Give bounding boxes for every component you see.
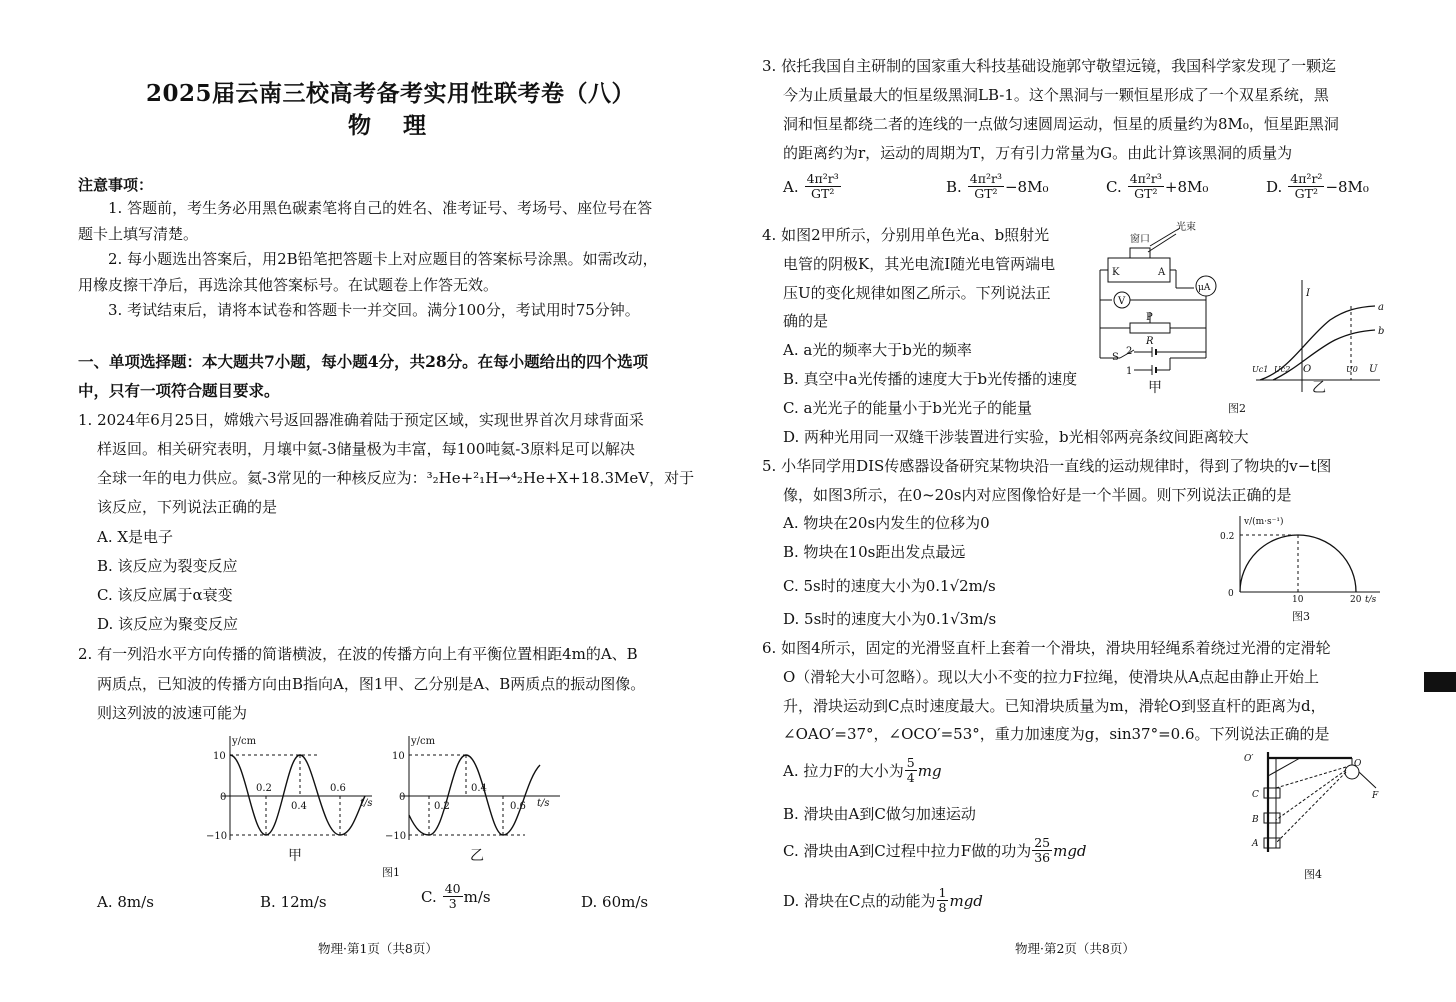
q2-option-c-unit: m/s [463, 887, 491, 906]
q6-line4: ∠OAO′=37°，∠OCO′=53°，重力加速度为g，sin37°=0.6。下列说法正确的是 [783, 725, 1330, 743]
q6-line3: 升，滑块运动到C点时速度最大。已知滑块质量为m，滑轮O到竖直杆的距离为d， [783, 697, 1326, 715]
q2-option-b: B. 12m/s [260, 893, 327, 911]
q2-option-c-denominator: 3 [448, 896, 457, 911]
fig3-ylabel: v/(m·s⁻¹) [1244, 517, 1284, 527]
fig2-n2-label: 2 [1126, 346, 1133, 357]
q3-option-b-fraction [968, 172, 1004, 201]
page-title: 2025届云南三校高考备考实用性联考卷（八） [146, 80, 636, 107]
fig2-u-axis: U [1369, 364, 1378, 375]
q6-option-a-fraction [905, 756, 917, 785]
fig1-right-yzero: 0 [399, 792, 406, 803]
notice-item3: 3. 考试结束后，请将本试卷和答题卡一并交回。满分100分，考试用时75分钟。 [108, 301, 640, 319]
q3-option-a-numerator: 4π²r³ [806, 171, 839, 186]
fig1-left-ybottom: −10 [206, 831, 228, 842]
fig2-ammeter-label: μA [1198, 283, 1211, 293]
q3-option-d-fraction [1288, 172, 1324, 201]
q6-option-a-denominator: 4 [906, 770, 915, 785]
footer-right: 物理·第2页（共8页） [1015, 941, 1135, 956]
q6-option-d [783, 886, 983, 915]
fig1-right-tick-1: 0.2 [434, 801, 450, 812]
q1-line1: 1. 2024年6月25日，嫦娥六号返回器准确着陆于预定区域，实现世界首次月球背面采 [78, 411, 644, 429]
q2-option-c-numerator: 40 [444, 881, 461, 896]
q3-option-d-denominator: GT² [1294, 186, 1319, 201]
q3-option-c [1106, 172, 1208, 201]
q6-line2: O（滑轮大小可忽略）。现以大小不变的拉力F拉绳，使滑块从A点起由静止开始上 [783, 668, 1320, 686]
q1-line2: 样返回。相关研究表明，月壤中氦-3储量极为丰富，每100吨氦-3原料足可以解决 [97, 440, 635, 458]
q3-option-d-tail: −8M₀ [1325, 177, 1369, 196]
q3-option-b-numerator: 4π²r³ [969, 171, 1002, 186]
fig4-o-prime: O′ [1244, 754, 1254, 764]
fig1-left-yzero: 0 [220, 792, 227, 803]
figure-3-vt-graph [1210, 510, 1390, 625]
q3-option-a-fraction [805, 172, 841, 201]
q4-line1: 4. 如图2甲所示，分别用单色光a、b照射光 [762, 226, 1050, 244]
fig2-n1-label: 1 [1126, 366, 1133, 377]
notice-item2-line1: 2. 每小题选出答案后，用2B铅笔把答题卡上对应题目的答案标号涂黑。如需改动， [108, 250, 658, 268]
q6-option-c [783, 836, 1087, 865]
fig3-xlabel: t/s [1365, 595, 1377, 605]
q6-option-d-fraction [937, 886, 949, 915]
q3-option-b-denominator: GT² [974, 186, 998, 201]
q5-line1: 5. 小华同学用DIS传感器设备研究某物块沿一直线的运动规律时，得到了物块的v−t图 [762, 457, 1332, 475]
figure-2-photoelectric [1090, 220, 1390, 420]
q6-option-d-tail: mgd [949, 891, 983, 910]
fig4-a: A [1252, 839, 1259, 849]
q3-option-b-tail: −8M₀ [1004, 177, 1049, 196]
fig2-s-label: S [1112, 352, 1119, 363]
q2-option-c [421, 882, 491, 911]
q1-line4: 该反应，下列说法正确的是 [97, 498, 278, 516]
fig2-curve-a: a [1378, 302, 1384, 313]
q5-option-c: C. 5s时的速度大小为0.1√2m/s [783, 577, 996, 595]
q4-option-d: D. 两种光用同一双缝干涉装置进行实验，b光相邻两亮条纹间距离较大 [783, 428, 1249, 446]
notice-item1-line1: 1. 答题前，考生务必用黑色碳素笔将自己的姓名、准考证号、考场号、座位号在答 [108, 199, 653, 217]
fig4-c: C [1252, 790, 1259, 800]
fig2-origin: O [1303, 364, 1312, 375]
q3-line2: 今为止质量最大的恒星级黑洞LB-1。这个黑洞与一颗恒星形成了一个双星系统，黑 [783, 86, 1329, 104]
fig4-b: B [1252, 815, 1259, 825]
q3-line4: 的距离约为r，运动的周期为T，万有引力常量为G。由此计算该黑洞的质量为 [783, 144, 1293, 162]
q6-option-a-prefix: A. 拉力F的大小为 [783, 762, 904, 780]
fig1-right-xlabel: t/s [537, 798, 550, 809]
fig3-x-mid: 10 [1292, 595, 1304, 605]
q3-line1: 3. 依托我国自主研制的国家重大科技基础设施郭守敬望远镜，我国科学家发现了一颗迄 [762, 57, 1337, 75]
q2-option-a: A. 8m/s [97, 893, 154, 911]
q3-option-c-tail: +8M₀ [1164, 177, 1209, 196]
q3-option-b [946, 172, 1048, 201]
q3-option-c-prefix: C. [1106, 177, 1122, 196]
fig2-voltmeter-label: V [1118, 296, 1126, 307]
figure-1-vibration-graphs [200, 730, 580, 880]
q1-option-a: A. X是电子 [97, 528, 174, 546]
fig1-right-ylabel: y/cm [411, 736, 436, 747]
figure-4-pulley [1240, 748, 1390, 883]
q6-line1: 6. 如图4所示，固定的光滑竖直杆上套着一个滑块，滑块用轻绳系着绕过光滑的定滑轮 [762, 639, 1331, 657]
fig1-right-tick-2: 0.4 [471, 783, 487, 794]
fig3-caption: 图3 [1292, 610, 1310, 623]
notice-heading: 注意事项： [78, 176, 154, 194]
q2-line1: 2. 有一列沿水平方向传播的简谐横波，在波的传播方向上有平衡位置相距4m的A、B [78, 645, 638, 663]
page-edge-tab [1424, 672, 1456, 692]
fig2-i-axis: I [1306, 288, 1310, 299]
q3-option-a [783, 172, 842, 201]
fig2-a-node-label: A [1158, 267, 1166, 278]
fig2-k-label: K [1112, 267, 1120, 278]
q3-line3: 洞和恒星都绕二者的连线的一点做匀速圆周运动，恒星的质量约为8M₀，恒星距黑洞 [783, 115, 1339, 133]
fig2-window-label: 窗口 [1130, 234, 1150, 245]
fig2-beam-label: 光束 [1176, 222, 1196, 233]
q1-option-b: B. 该反应为裂变反应 [97, 557, 238, 575]
q5-line2: 像，如图3所示，在0~20s内对应图像恰好是一个半圆。则下列说法正确的是 [783, 486, 1292, 504]
fig2-u0: U0 [1346, 365, 1358, 374]
q6-option-a-tail: mg [917, 761, 942, 780]
q6-option-d-denominator: 8 [938, 900, 947, 915]
q3-option-d-prefix: D. [1266, 177, 1283, 196]
fig1-right-label: 乙 [470, 848, 484, 864]
q4-line4: 确的是 [783, 312, 829, 330]
q6-option-d-numerator: 1 [938, 885, 947, 900]
q1-option-d: D. 该反应为聚变反应 [97, 615, 239, 633]
fig2-r-label: R [1146, 336, 1154, 347]
q3-option-c-denominator: GT² [1134, 186, 1158, 201]
fig1-caption: 图1 [382, 866, 400, 879]
q4-line3: 压U的变化规律如图乙所示。下列说法正 [783, 284, 1051, 302]
fig2-uc1: Uc1 [1252, 365, 1269, 374]
fig2-left-label: 甲 [1148, 380, 1162, 396]
subject-title: 物 理 [348, 112, 439, 139]
q6-option-c-tail: mgd [1053, 841, 1087, 860]
fig1-left-label: 甲 [288, 848, 302, 864]
section1-line1: 一、单项选择题：本大题共7小题，每小题4分，共28分。在每小题给出的四个选项 [78, 352, 649, 371]
q6-option-b: B. 滑块由A到C做匀加速运动 [783, 805, 976, 823]
fig1-right-tick-3: 0.6 [510, 801, 526, 812]
fig1-left-xlabel: t/s [360, 798, 373, 809]
q6-option-c-denominator: 36 [1034, 850, 1051, 865]
q3-option-b-prefix: B. [946, 177, 962, 196]
fig3-y-value: 0.2 [1220, 532, 1235, 542]
q4-option-a: A. a光的频率大于b光的频率 [783, 341, 972, 359]
q6-option-c-prefix: C. 滑块由A到C过程中拉力F做的功为 [783, 842, 1032, 860]
fig2-p-label: P [1146, 312, 1153, 323]
q2-line2: 两质点，已知波的传播方向由B指向A，图1甲、乙分别是A、B两质点的振动图像。 [97, 675, 646, 693]
q4-line2: 电管的阴极K，其光电流I随光电管两端电 [783, 255, 1056, 273]
q3-option-d [1266, 172, 1369, 201]
q1-option-c: C. 该反应属于α衰变 [97, 586, 233, 604]
fig2-right-label: 乙 [1312, 380, 1326, 396]
q2-line3: 则这列波的波速可能为 [97, 704, 248, 722]
notice-item1-line2: 题卡上填写清楚。 [78, 225, 199, 243]
q2-option-d: D. 60m/s [581, 893, 649, 911]
fig1-right-ytop: 10 [392, 751, 405, 762]
fig1-right-ybottom: −10 [385, 831, 407, 842]
q3-option-c-numerator: 4π²r³ [1129, 171, 1162, 186]
q3-option-d-numerator: 4π²r² [1290, 171, 1323, 186]
q2-option-c-fraction [443, 882, 463, 911]
q6-option-a-numerator: 5 [906, 755, 915, 770]
section1-line2: 中，只有一项符合题目要求。 [78, 381, 280, 400]
fig4-caption: 图4 [1304, 868, 1322, 881]
q4-option-c: C. a光光子的能量小于b光光子的能量 [783, 399, 1033, 417]
fig2-curve-b: b [1378, 326, 1385, 337]
q2-option-c-prefix: C. [421, 887, 437, 906]
q3-option-c-fraction [1128, 172, 1164, 201]
q5-option-a: A. 物块在20s内发生的位移为0 [783, 514, 990, 532]
q6-option-c-fraction [1032, 836, 1052, 865]
fig1-left-ylabel: y/cm [232, 736, 257, 747]
q5-option-b: B. 物块在10s距出发点最远 [783, 543, 966, 561]
q5-option-d: D. 5s时的速度大小为0.1√3m/s [783, 610, 997, 628]
notice-item2-line2: 用橡皮擦干净后，再选涂其他答案标号。在试题卷上作答无效。 [78, 276, 499, 294]
q4-option-b: B. 真空中a光传播的速度大于b光传播的速度 [783, 370, 1078, 388]
fig4-f: F [1372, 791, 1379, 801]
q3-option-a-prefix: A. [783, 177, 799, 196]
fig1-left-ytop: 10 [213, 751, 226, 762]
fig2-uc2: Uc2 [1274, 365, 1291, 374]
q6-option-d-prefix: D. 滑块在C点的动能为 [783, 892, 936, 910]
fig1-left-tick-3: 0.6 [330, 783, 346, 794]
fig4-o: O [1354, 759, 1362, 769]
fig1-left-tick-1: 0.2 [256, 783, 272, 794]
footer-left: 物理·第1页（共8页） [318, 941, 438, 956]
fig3-x-end: 20 [1350, 595, 1362, 605]
fig2-caption: 图2 [1228, 402, 1246, 415]
fig1-left-tick-2: 0.4 [291, 801, 307, 812]
q6-option-a [783, 756, 942, 785]
q6-option-c-numerator: 25 [1034, 835, 1051, 850]
q1-line3: 全球一年的电力供应。氦-3常见的一种核反应为：³₂He+²₁H→⁴₂He+X+18.3MeV，对于 [97, 469, 695, 487]
fig3-origin: 0 [1228, 589, 1234, 599]
q3-option-a-denominator: GT² [811, 186, 835, 201]
